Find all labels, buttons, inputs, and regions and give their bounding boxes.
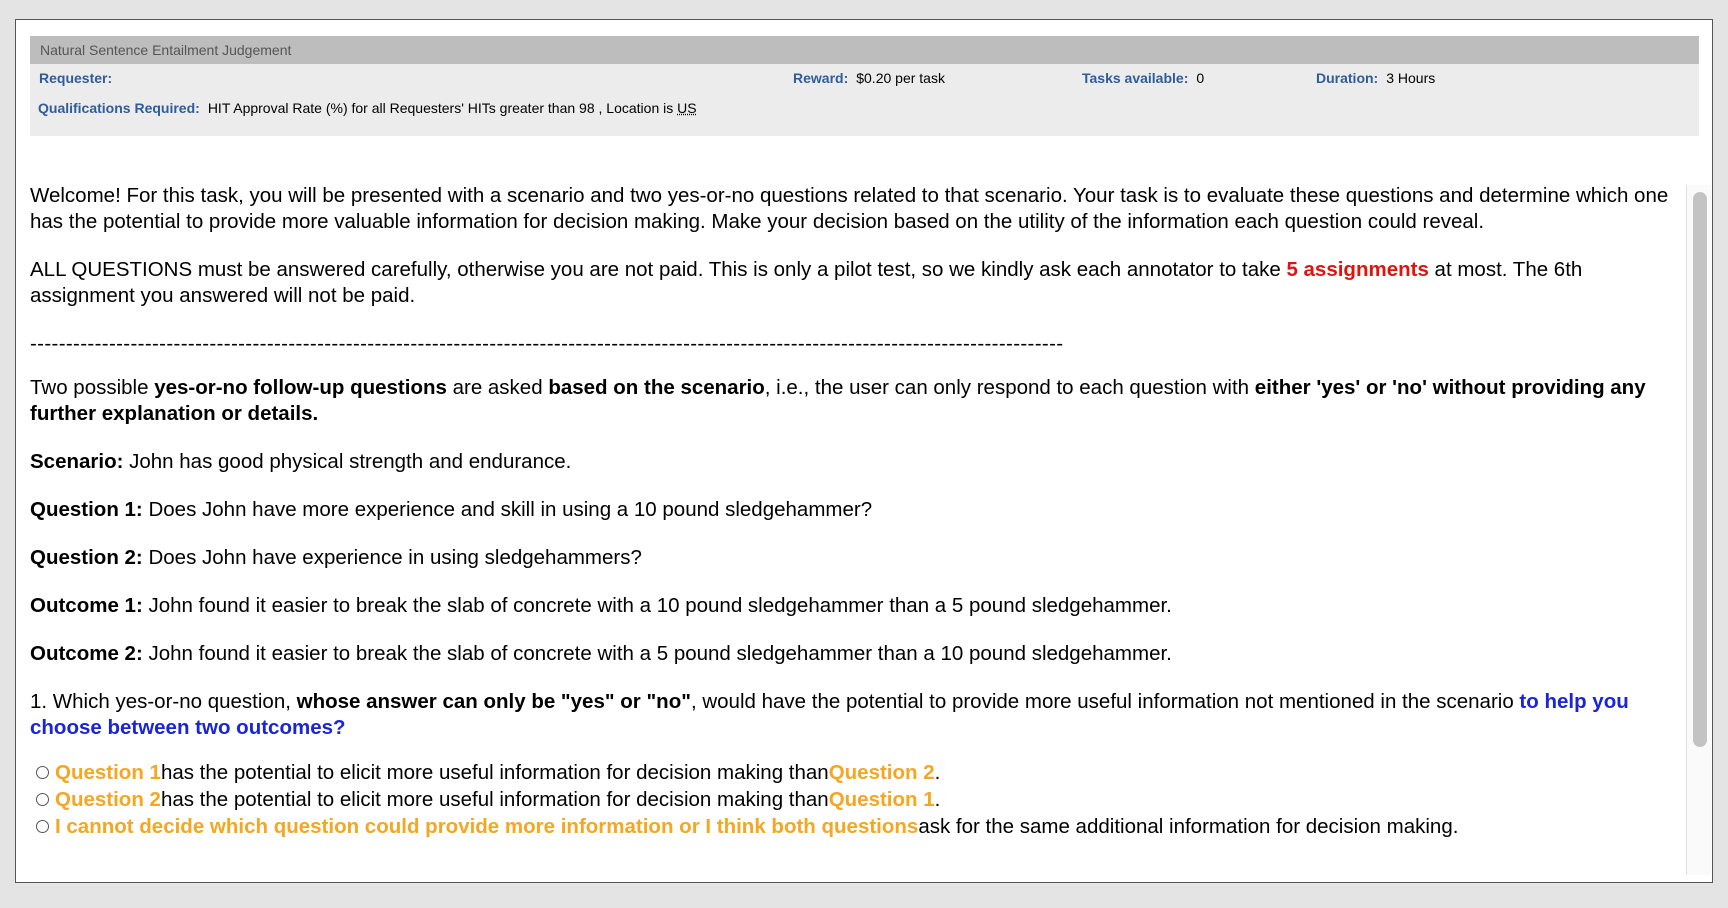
requester-row: [39, 70, 120, 86]
duration-value: 3 Hours: [1386, 70, 1436, 86]
answer-option-2[interactable]: Question 2 has the potential to elicit more useful information for decision making than Question 1 .: [30, 786, 1685, 813]
tasks-row: [1082, 70, 1204, 86]
tasks-value: 0: [1196, 70, 1205, 86]
hit-title: Natural Sentence Entailment Judgement: [30, 36, 1699, 64]
outcome-2: Outcome 2: John found it easier to break the slab of concrete with a 5 pound sledgehammer than a 10 pound sledgehammer.: [30, 642, 1172, 665]
task-description: Two possible yes-or-no follow-up questions are asked based on the scenario, i.e., the user can only respond to each question with either 'yes' or 'no' without providing any further explanation or details.: [30, 376, 1646, 425]
hit-frame: [15, 19, 1713, 883]
answer-options: [30, 759, 1685, 840]
qualifications-value: HIT Approval Rate (%) for all Requesters' HITs greater than 98 , Location is: [207, 100, 678, 116]
assignment-limit: 5 assignments: [1286, 258, 1429, 281]
hit-header: [30, 36, 1699, 136]
answer-option-1[interactable]: Question 1 has the potential to elicit more useful information for decision making than Question 2 .: [30, 759, 1685, 786]
duration-row: [1316, 70, 1435, 86]
question-1: Question 1: Does John have more experience and skill in using a 10 pound sledgehammer?: [30, 498, 873, 521]
answer-option-3[interactable]: I cannot decide which question could provide more information or I think both questions ask for the same additional information for decision making.: [30, 813, 1685, 840]
requester-label: Requester:: [39, 70, 113, 86]
separator-line: ------------------------------------------------------------------------------------------------------------------------------------------------: [30, 332, 1064, 355]
question-2: Question 2: Does John have experience in using sledgehammers?: [30, 546, 642, 569]
welcome-text: Welcome! For this task, you will be presented with a scenario and two yes-or-no questions related to that scenario. Your task is to evaluate these questions and determine which one has the potential to provide more valuable information for decision making. Make your decision based on the utility of the information each question could reveal.: [30, 184, 1669, 233]
duration-label: Duration:: [1316, 70, 1379, 86]
radio-button[interactable]: [36, 766, 49, 779]
reward-row: [793, 70, 945, 86]
radio-button[interactable]: [36, 793, 49, 806]
radio-button[interactable]: [36, 820, 49, 833]
question-prompt: 1. Which yes-or-no question, whose answer can only be "yes" or "no", would have the potential to provide more useful information not mentioned in the scenario to help you choose between two outcomes?: [30, 690, 1629, 739]
outcome-1: Outcome 1: John found it easier to break the slab of concrete with a 10 pound sledgehammer than a 5 pound sledgehammer.: [30, 594, 1172, 617]
payment-notice: ALL QUESTIONS must be answered carefully, otherwise you are not paid. This is only a pilot test, so we kindly ask each annotator to take 5 assignments at most. The 6th assignment you answered will not be paid.: [30, 258, 1583, 307]
task-content: [30, 183, 1685, 873]
location-abbr: US: [677, 100, 697, 116]
scrollbar-thumb[interactable]: [1693, 192, 1707, 747]
scenario: Scenario: John has good physical strength and endurance.: [30, 450, 572, 473]
qualifications-label: Qualifications Required:: [38, 100, 200, 116]
reward-label: Reward:: [793, 70, 849, 86]
reward-value: $0.20 per task: [856, 70, 945, 86]
tasks-label: Tasks available:: [1082, 70, 1189, 86]
vertical-scrollbar[interactable]: [1686, 185, 1711, 875]
qualifications-row: [38, 100, 697, 116]
